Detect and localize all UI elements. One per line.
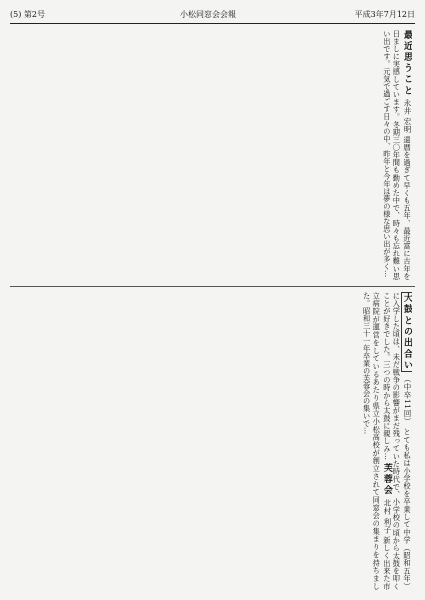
article-title: 大鼓との出合い — [402, 293, 412, 372]
article-title: 芙蓉会 — [381, 462, 392, 497]
article-body: とても私は小学校を卒業して中学（昭和五年）に入学した頃は、未だ戦争の影響がまだ残っていた時代で、小学校の頃から太鼓を叩くことが好きでした。三つの時から太鼓に親しみ… — [382, 292, 412, 590]
article-title: 最近思うこと — [402, 30, 412, 97]
article-author: （中卒11回） — [403, 375, 412, 426]
article-column-top — [12, 30, 412, 280]
article-body: 新しく出来た市立病院が運営をしているあたり県立小松高校が創立されて同窓会の集まりを持ちました。昭和三十一年卒業の芙蓉会の集いで… — [362, 292, 392, 590]
article-author: 北村 利子 — [382, 499, 392, 534]
article-column-bottom — [12, 292, 412, 590]
article-body: 還暦を過ぎて早くも五年、最近富に古年を日ましに実感しています。冬期三〇年間も勤めた中で、時々も忘れ難い思い出です。元気で過ごす日々の中、昨年と今年は夢の様な思い出が多く… — [382, 30, 412, 280]
section-divider — [10, 286, 415, 287]
page-number: (5) 第2号 — [10, 10, 45, 19]
article-author: 永井 宏明 — [403, 99, 412, 134]
newsletter-title: 小松同窓会会報 — [180, 10, 236, 19]
page-header — [10, 7, 415, 23]
header-divider — [10, 23, 415, 24]
issue-date: 平成3年7月12日 — [354, 10, 415, 19]
